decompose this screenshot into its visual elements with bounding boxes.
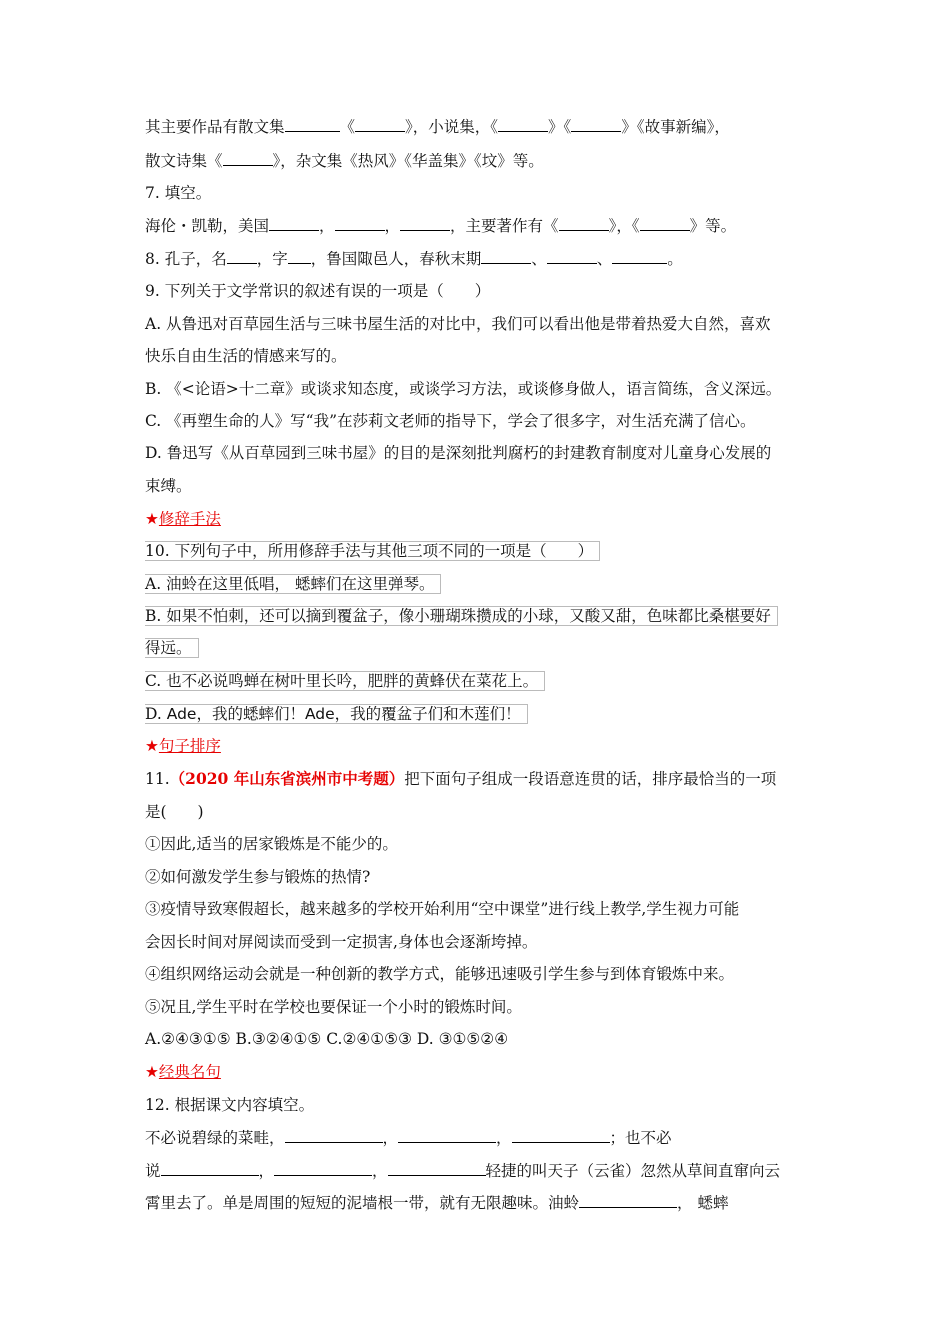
q9-option-d-line-2: 束缚。 [145,477,192,495]
q6-text: 《 [339,118,356,136]
q11-sentence-3-line-1: ③疫情导致寒假超长，越来越多的学校开始利用“空中课堂”进行线上教学,学生视力可能 [145,900,740,918]
q11-number: 11. [145,770,170,788]
q10-option-c [145,671,545,691]
q12-text: 霄里去了。单是周围的短短的泥墙根一带，就有无限趣味。油蛉 [145,1194,580,1212]
q12-line-3 [145,1192,728,1213]
q11-source: （2020 年山东省滨州市中考题） [169,769,405,788]
q12-line-1 [145,1127,672,1148]
answer-blank[interactable] [227,248,257,264]
q10-option-d-text: Ade，我的蟋蟀们！Ade，我的覆盆子们和木莲们！ [166,705,521,723]
answer-blank[interactable] [579,1192,677,1208]
section-title: 句子排序 [158,737,221,755]
section-heading-rhetoric [145,509,221,529]
q9-option-a-line-2: 快乐自由生活的情感来写的。 [145,347,347,365]
answer-blank[interactable] [285,1127,383,1143]
q7-line [145,215,736,236]
q7-text: ， [384,217,401,235]
answer-blank[interactable] [559,215,609,231]
q7-text: ， [319,217,335,235]
q11-title-line-2: 是( ) [145,803,204,821]
q11-sentence-3-line-2: 会因长时间对屏阅读而受到一定损害,身体也会逐渐垮掉。 [145,933,538,951]
q10-option-a-text: A. 油蛉在这里低唱， 蟋蟀们在这里弹琴。 [145,574,441,594]
q11-sentence-4: ④组织网络运动会就是一种创新的教学方式，能够迅速吸引学生参与到体育锻炼中来。 [145,965,735,983]
q10-title-text: 10. 下列句子中，所用修辞手法与其他三项不同的一项是（ ） [145,541,600,561]
answer-blank[interactable] [269,215,319,231]
q9-title: 9. 下列关于文学常识的叙述有误的一项是（ ） [145,282,491,300]
q12-title: 12. 根据课文内容填空。 [145,1096,315,1114]
q7-text: 》，《 [608,217,640,235]
q6-text: 》《 [548,118,572,136]
q12-line-2 [145,1160,780,1181]
q6-text: 》，杂文集《热风》《华盖集》《坟》等。 [272,152,544,170]
q12-text: ；也不必 [609,1129,672,1147]
q6-text: 》《故事新编》， [621,118,730,136]
answer-blank[interactable] [571,116,621,132]
q10-option-b-line-1 [145,606,778,626]
q10-option-c-text: C. 也不必说鸣蝉在树叶里长吟，肥胖的黄蜂伏在菜花上。 [145,671,545,691]
q9-option-a-line-1: A. 从鲁迅对百草园生活与三味书屋生活的对比中，我们可以看出他是带着热爱大自然，喜欢 [145,315,771,333]
q11-sentence-5: ⑤况且,学生平时在学校也要保证一个小时的锻炼时间。 [145,998,522,1016]
q10-option-d-prefix: D. [145,705,167,723]
q9-option-d-line-1: D. 鲁迅写《从百草园到三味书屋》的目的是深刻批判腐朽的封建教育制度对儿童身心发展的 [145,444,772,462]
answer-blank[interactable] [335,215,385,231]
section-heading-ordering [145,736,221,756]
q9-option-b: B. 《<论语>十二章》或谈求知态度，或谈学习方法，或谈修身做人，语言简练，含义深远。 [145,380,782,398]
answer-blank[interactable] [388,1160,486,1176]
answer-blank[interactable] [355,116,405,132]
answer-blank[interactable] [498,116,548,132]
q11-options: A.②④③①⑤ B.③②④①⑤ C.②④①⑤③ D. ③①⑤②④ [145,1030,509,1048]
section-title: 经典名句 [158,1063,221,1081]
q12-text: ， 蟋蟀 [677,1194,729,1212]
q8-text: ，字 [256,250,288,268]
q11-sentence-1: ①因此,适当的居家锻炼是不能少的。 [145,835,398,853]
q6-line-1 [145,116,730,137]
q7-title: 7. 填空。 [145,184,212,202]
q11-sentence-2: ②如何激发学生参与锻炼的热情? [145,868,371,886]
q6-text: 散文诗集《 [145,152,223,170]
q10-option-a [145,574,441,594]
q8-text: 、 [531,250,547,268]
answer-blank[interactable] [398,1127,496,1143]
answer-blank[interactable] [481,248,531,264]
answer-blank[interactable] [547,248,597,264]
q10-option-b-line-2 [145,638,199,658]
answer-blank[interactable] [512,1127,610,1143]
q6-line-2 [145,150,544,171]
q10-title [145,541,600,561]
answer-blank[interactable] [274,1160,372,1176]
q12-text: 说 [145,1162,161,1180]
q10-option-b-text: 得远。 [145,638,199,658]
q7-text: 海伦・凯勒，美国 [145,217,270,235]
star-icon: ★ [145,510,159,528]
q8-text: ，鲁国陬邑人，春秋末期 [310,250,482,268]
q10-option-d [145,704,528,724]
q12-text: ， [372,1162,388,1180]
q10-option-b-text: B. 如果不怕刺，还可以摘到覆盆子，像小珊瑚珠攒成的小球，又酸又甜，色味都比桑椹要好 [145,606,778,626]
q11-text: 把下面句子组成一段语意连贯的话，排序最恰当的一项 [404,770,777,788]
q7-text: 》等。 [689,217,737,235]
q6-text: 其主要作品有散文集 [145,118,285,136]
q8-text: 、 [596,250,613,268]
q12-text: ， [496,1129,512,1147]
answer-blank[interactable] [285,116,340,132]
star-icon: ★ [145,737,159,755]
q8-text: 。 [667,250,683,268]
q12-text: ， [258,1162,275,1180]
star-icon: ★ [145,1063,159,1081]
answer-blank[interactable] [288,248,311,264]
q8-text: 8. 孔子，名 [145,250,227,268]
q8-line [145,248,683,269]
answer-blank[interactable] [612,248,667,264]
q11-title [145,769,776,789]
answer-blank[interactable] [223,150,273,166]
q9-option-c: C. 《再塑生命的人》写“我”在莎莉文老师的指导下，学会了很多字，对生活充满了信心。 [145,412,756,430]
answer-blank[interactable] [161,1160,259,1176]
answer-blank[interactable] [640,215,690,231]
q6-text: 》，小说集，《 [405,118,499,136]
q12-text: 轻捷的叫天子（云雀）忽然从草间直窜向云 [485,1162,781,1180]
q12-text: 不必说碧绿的菜畦， [145,1129,285,1147]
q12-text: ， [382,1129,399,1147]
section-heading-quotes [145,1062,221,1082]
q7-text: ，主要著作有《 [450,217,559,235]
answer-blank[interactable] [400,215,450,231]
section-title: 修辞手法 [158,510,221,528]
